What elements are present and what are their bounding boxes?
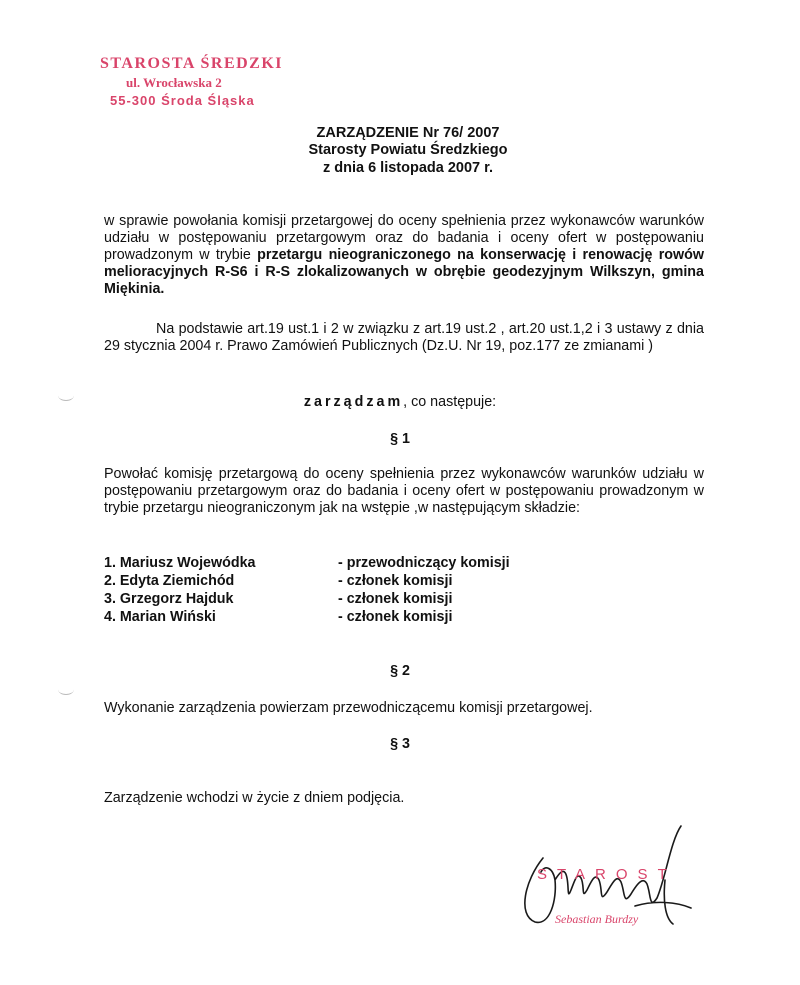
list-item [104,608,510,626]
legal-basis-paragraph: Na podstawie art.19 ust.1 i 2 w związku z art.19 ust.2 , art.20 ust.1,2 i 3 ustawy z dnia 29 stycznia 2004 r. Prawo Zamówień Publicznych (Dz.U. Nr 19, poz.177 ze zmianami ) [104,321,704,354]
section-1-text: Powołać komisję przetargową do oceny spełnienia przez wykonawców warunków udziału w postępowaniu przetargowym oraz do badania i oceny ofert w postępowaniu prowadzonym w trybie przetargu nieograniczonym jak na wstępie ,w następującym składzie: [104,466,704,516]
member-name: 3. Grzegorz Hajduk [104,591,234,607]
member-role: - członek komisji [338,573,453,589]
decree-word: zarządzam [303,394,404,410]
committee-list [104,554,510,626]
member-role: - przewodniczący komisji [338,555,510,571]
stamp-line-1: STAROSTA ŚREDZKI [100,55,284,72]
punch-hole-mark [58,390,74,401]
member-name: 1. Mariusz Wojewódka [104,555,256,571]
subject-paragraph [104,213,704,298]
list-item [104,590,510,608]
section-3-heading: § 3 [390,736,410,752]
subject-intro: w sprawie powołania komisji przetargowej do oceny spełnienia przez wykonawców warunków udziału w postępowaniu przetargowym oraz do badania i oceny ofert w postępowaniu prowadzonym w trybie [104,213,704,263]
stamp-line-2: ul. Wrocławska 2 [126,75,222,90]
subject-bold: przetargu nieograniczonego na konserwację i renowację rowów melioracyjnych R-S6 i R-S zlokalizowanych w obrębie geodezyjnym Wilkszyn, gmina Miękinia. [104,247,704,297]
decree-line [0,394,800,410]
signature-block [515,820,695,935]
signature-stamp-name: Sebastian Burdzy [555,912,639,926]
punch-hole-mark [58,684,74,695]
section-2-text: Wykonanie zarządzenia powierzam przewodniczącemu komisji przetargowej. [104,700,593,716]
section-1-heading: § 1 [390,431,410,447]
office-stamp [100,54,283,110]
document-issuer: Starosty Powiatu Średzkiego [308,142,508,158]
document-date: z dnia 6 listopada 2007 r. [322,160,494,176]
signature-stamp-text: STAROST [537,866,677,883]
section-2-heading: § 2 [390,663,410,679]
section-3-text: Zarządzenie wchodzi w życie z dniem podjęcia. [104,790,405,806]
document-title: ZARZĄDZENIE Nr 76/ 2007 [316,125,500,141]
member-name: 4. Marian Wiński [104,609,216,625]
stamp-line-3: 55-300 Środa Śląska [110,93,255,108]
list-item [104,572,510,590]
member-role: - członek komisji [338,591,453,607]
member-name: 2. Edyta Ziemichód [104,573,235,589]
decree-rest: , co następuje: [403,394,497,410]
list-item [104,554,510,572]
member-role: - członek komisji [338,609,453,625]
